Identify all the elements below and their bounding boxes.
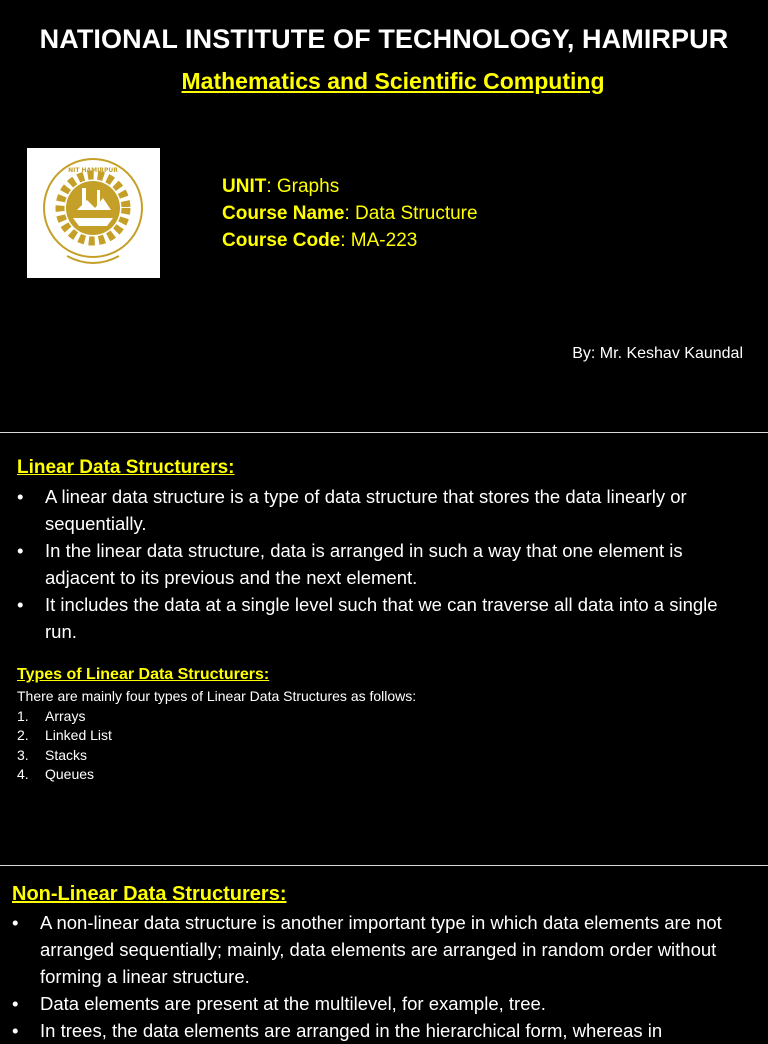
linear-slide (0, 433, 768, 865)
list-item: • It includes the data at a single level such that we can traverse all data into a single run. (17, 594, 718, 642)
list-item: • A non-linear data structure is another important type in which data elements are not arranged sequentially; mainly, data elements are arranged in random order without forming a linear structure. (12, 912, 722, 987)
types-heading: Types of Linear Data Structurers: (17, 666, 270, 683)
list-item: • In the linear data structure, data is arranged in such a way that one element is adjacent to its previous and the next element. (17, 540, 683, 588)
non-linear-slide (0, 866, 768, 1041)
author-byline: By: Mr. Keshav Kaundal (572, 345, 743, 362)
section-heading: Non-Linear Data Structurers: (12, 883, 287, 905)
list-item: 1. Arrays (17, 708, 86, 724)
section-heading: Linear Data Structurers: (17, 457, 235, 478)
list-item: • In trees, the data elements are arranged in the hierarchical form, whereas in (12, 1020, 663, 1041)
list-item: 2. Linked List (17, 727, 112, 744)
list-item: • Data elements are present at the multilevel, for example, tree. (12, 993, 546, 1014)
subject-title: Mathematics and Scientific Computing (181, 68, 605, 94)
bullet-list (17, 483, 753, 645)
meta-course-name: Course Name: Data Structure (222, 203, 478, 224)
course-meta (222, 173, 478, 254)
title-slide (0, 0, 768, 432)
meta-course-code: Course Code: MA-223 (222, 230, 418, 251)
types-intro: There are mainly four types of Linear Data Structures as follows: (17, 688, 417, 704)
meta-unit: UNIT: Graphs (222, 176, 340, 197)
gear-emblem-icon (27, 148, 160, 278)
types-list (17, 707, 112, 784)
institute-logo (27, 148, 160, 278)
list-item: 4. Queues (17, 765, 95, 782)
list-item: • A linear data structure is a type of data structure that stores the data linearly or sequentially. (17, 486, 687, 534)
institute-title: NATIONAL INSTITUTE OF TECHNOLOGY, HAMIRPUR (39, 24, 729, 54)
svg-text:NIT HAMIRPUR: NIT HAMIRPUR (68, 167, 118, 174)
list-item: 3. Stacks (17, 746, 88, 763)
